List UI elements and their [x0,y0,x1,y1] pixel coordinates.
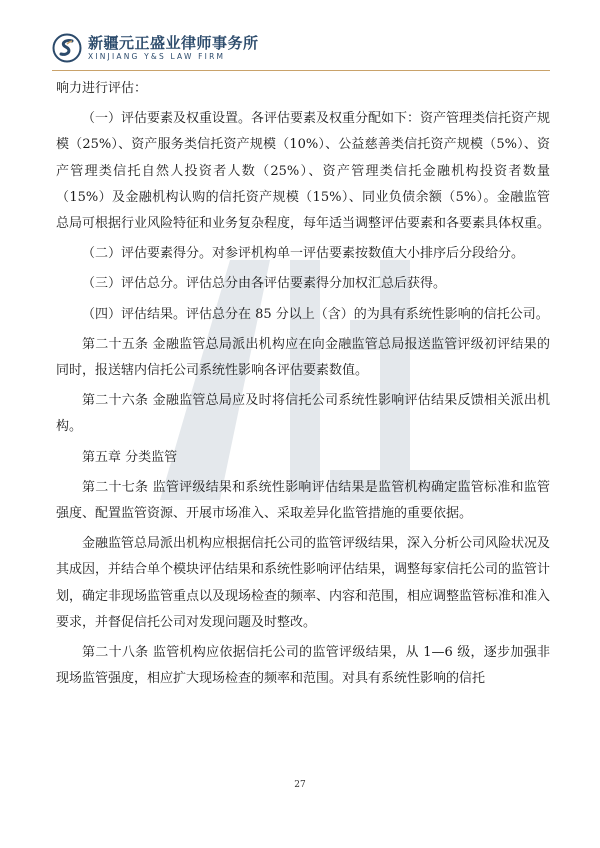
document-body [56,76,550,692]
paragraph-supervision: 金融监管总局派出机构应根据信托公司的监管评级结果，深入分析公司风险状况及其成因，并结合单个模块评估结果和系统性影响评估结果，调整每家信托公司的监管计划，确定非现场监管重点以及现场检查的频率、内容和范围，相应调整监管标准和准入要求，并督促信托公司对发现问题及时整改。 [56,536,551,630]
article-26: 第二十六条 金融监管总局应及时将信托公司系统性影响评估结果反馈相关派出机构。 [56,393,550,435]
paragraph-weights: （一）评估要素及权重设置。各评估要素及权重分配如下：资产管理类信托资产规模（25%）、资产服务类信托资产规模（10%）、公益慈善类信托资产规模（5%）、资产管理类信托自然人投资者人数（25%）、资产管理类信托金融机构投资者数量（15%）及金融机构认购的信托资产规模（15%）、同业负债余额（5%）。金融监管总局可根据行业风险特征和业务复杂程度，每年适当调整评估要素和各要素具体权重。 [56,111,551,232]
letterhead [52,26,259,70]
page-number: 27 [294,780,306,790]
article-27: 第二十七条 监管评级结果和系统性影响评估结果是监管机构确定监管标准和监管强度、配置监管资源、开展市场准入、采取差异化监管措施的重要依据。 [56,479,550,522]
firm-name-en: XINJIANG Y&S LAW FIRM [88,52,226,61]
paragraph-total: （三）评估总分。评估总分由各评估要素得分加权汇总后获得。 [82,276,447,292]
firm-logo-icon [52,33,82,63]
article-28: 第二十八条 监管机构应依据信托公司的监管评级结果，从 1—6 级，逐步加强非现场监管强度，相应扩大现场检查的频率和范围。对具有系统性影响的信托 [56,645,550,687]
header-divider [52,70,550,71]
paragraph-result: （四）评估结果。评估总分在 85 分以上（含）的为具有系统性影响的信托公司。 [82,306,549,322]
firm-name-cn: 新疆元正盛业律师事务所 [88,34,259,52]
paragraph-scores: （二）评估要素得分。对参评机构单一评估要素按数值大小排序后分段给分。 [82,246,525,262]
chapter-5-heading: 第五章 分类监管 [82,449,178,465]
article-25: 第二十五条 金融监管总局派出机构应在向金融监管总局报送监管评级初评结果的同时，报送辖内信托公司系统性影响各评估要素数值。 [56,336,550,379]
paragraph-intro: 响力进行评估： [56,81,148,96]
